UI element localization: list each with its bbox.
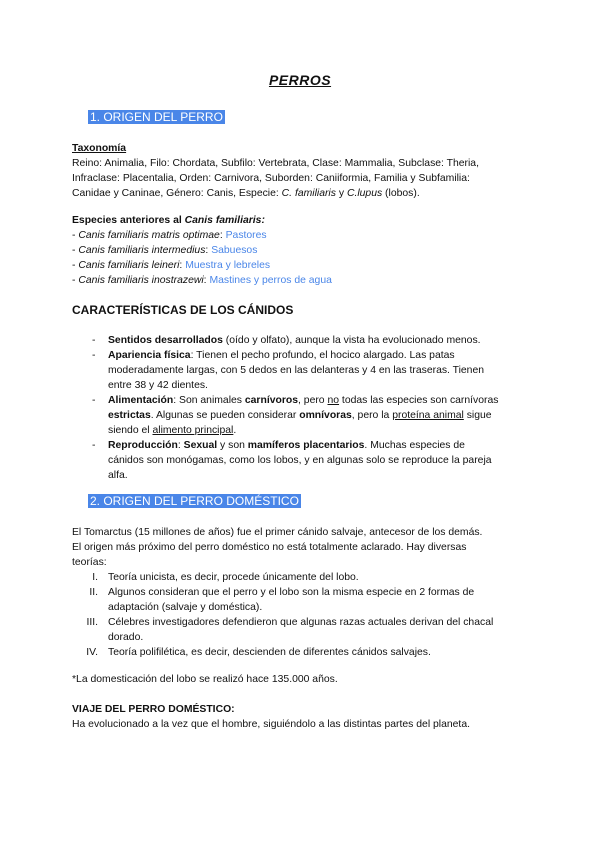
species-item: - Canis familiaris inostrazewi: Mastines y perros de agua [72,275,332,286]
taxonomy-heading: Taxonomía [72,143,127,154]
theory-text: Teoría polifilética, es decir, descienden de diferentes cánidos salvajes. [108,647,431,658]
characteristic-term: mamíferos placentarios [247,440,365,451]
list-dash: - [92,440,96,451]
characteristic-item-diet [92,393,528,438]
species-heading-text: Especies anteriores al [72,215,185,226]
theory-item [89,585,528,615]
characteristic-underlined: proteína animal [392,410,464,421]
theory-number: IV. [86,647,98,658]
characteristics-heading: CARACTERÍSTICAS DE LOS CÁNIDOS [72,303,294,317]
theory-item [86,615,528,645]
characteristic-text: todas las especies son carnívoras [339,395,499,406]
species-heading [72,213,532,228]
characteristic-term: Apariencia física [108,350,191,361]
characteristic-text: . Algunas se pueden considerar [150,410,300,421]
species-item-name: Canis familiaris leineri [78,260,180,271]
characteristic-text: , pero [298,395,328,406]
characteristic-item-senses [92,333,528,348]
species-item: - Canis familiaris matris optimae: Pastores [72,230,267,241]
characteristic-text: : Tienen el pecho profundo, el hocico alargado. Las patas [190,350,455,361]
theory-number: I. [92,572,98,583]
characteristic-text: : Son animales [173,395,245,406]
document-title: PERROS [268,72,332,88]
characteristic-term: Sentidos desarrollados [108,335,223,346]
species-item-desc: Mastines y perros de agua [209,275,332,286]
section-heading-text: 1. ORIGEN DEL PERRO [90,110,223,124]
species-familiaris: C. familiaris [281,188,336,199]
section-heading-origen-domestico [88,494,301,508]
characteristic-text: entre 38 y 42 dientes. [108,380,208,391]
species-heading-italic: Canis familiaris: [184,215,265,226]
characteristic-text: sigue [463,410,492,421]
domestication-note: *La domesticación del lobo se realizó hace 135.000 años. [72,674,338,685]
species-item-desc: Pastores [225,230,267,241]
species-block [72,213,532,288]
characteristic-text: moderadamente largas, con 5 dedos en las delanteras y 4 en las traseras. Tienen [108,365,485,376]
origin-paragraph [72,525,532,570]
journey-block [72,702,532,732]
characteristic-text: alfa. [108,470,128,481]
species-item-desc: Muestra y lebreles [185,260,271,271]
characteristic-underlined: no [327,395,340,406]
theory-text: Célebres investigadores defendieron que algunas razas actuales derivan del chacal [108,617,494,628]
characteristic-text: , pero la [351,410,393,421]
taxonomy-line-2: Infraclase: Placentalia, Orden: Carnivora, Suborden: Caniiformia, Familia y Subfamilia: [72,173,470,184]
species-item-name: Canis familiaris intermedius [78,245,206,256]
theory-text: Teoría unicista, es decir, procede únicamente del lobo. [108,572,359,583]
theories-list [86,570,528,660]
taxonomy-block [72,141,532,201]
characteristic-term: carnívoros [244,395,299,406]
species-item-sep: : [205,245,212,256]
section-heading-text: 2. ORIGEN DEL PERRO DOMÉSTICO [90,494,299,508]
characteristic-term: Sexual [183,440,218,451]
characteristic-item-reproduction [92,438,528,483]
theory-text: dorado. [108,632,144,643]
theory-item [92,570,528,585]
theory-number: II. [89,587,98,598]
list-dash: - [92,395,96,406]
characteristic-text: siendo el [108,425,153,436]
theory-number: III. [86,617,98,628]
theory-item [86,645,528,660]
characteristic-item-appearance [92,348,528,393]
species-item-desc: Sabuesos [211,245,258,256]
species-item: - Canis familiaris intermedius: Sabuesos [72,245,258,256]
characteristic-text: : [177,440,184,451]
taxonomy-line-1: Reino: Animalia, Filo: Chordata, Subfilo: Vertebrata, Clase: Mammalia, Subclase: Theria, [72,158,479,169]
journey-text: Ha evolucionado a la vez que el hombre, siguiéndolo a las distintas partes del planeta. [72,719,470,730]
theory-text: adaptación (salvaje y doméstica). [108,602,263,613]
list-dash: - [92,335,96,346]
taxonomy-text: y [335,188,347,199]
characteristic-term: omnívoras [299,410,352,421]
species-item-sep: : [219,230,226,241]
species-item-sep: : [179,260,186,271]
species-item: - Canis familiaris leineri: Muestra y lebreles [72,260,271,271]
origin-text: El origen más próximo del perro doméstico no está totalmente aclarado. Hay diversas [72,542,467,553]
list-dash: - [92,350,96,361]
species-item-name: Canis familiaris inostrazewi [78,275,204,286]
characteristic-term: estrictas [108,410,151,421]
characteristic-underlined: alimento principal [152,425,234,436]
species-item-sep: : [203,275,210,286]
journey-heading: VIAJE DEL PERRO DOMÉSTICO: [72,704,235,715]
species-lupus: C.lupus [346,188,383,199]
characteristic-term: Reproducción [108,440,178,451]
taxonomy-text: Canidae y Caninae, Género: Canis, Especie: [72,188,282,199]
species-item-name: Canis familiaris matris optimae [78,230,220,241]
characteristic-text: . Muchas especies de [364,440,465,451]
taxonomy-line-3 [72,186,532,201]
taxonomy-text: (lobos). [382,188,420,199]
section-heading-origen-del-perro [88,110,225,124]
characteristics-list [92,333,528,483]
characteristic-text: cánidos son monógamas, como los lobos, y en algunas solo se reproduce la pareja [108,455,492,466]
theory-text: Algunos consideran que el perro y el lobo son la misma especie en 2 formas de [108,587,475,598]
characteristic-text: . [233,425,237,436]
origin-text: El Tomarctus (15 millones de años) fue el primer cánido salvaje, antecesor de los demás. [72,527,483,538]
characteristic-text: (oído y olfato), aunque la vista ha evolucionado menos. [222,335,481,346]
origin-text: teorías: [72,557,107,568]
characteristic-text: y son [217,440,248,451]
characteristic-term: Alimentación [108,395,174,406]
